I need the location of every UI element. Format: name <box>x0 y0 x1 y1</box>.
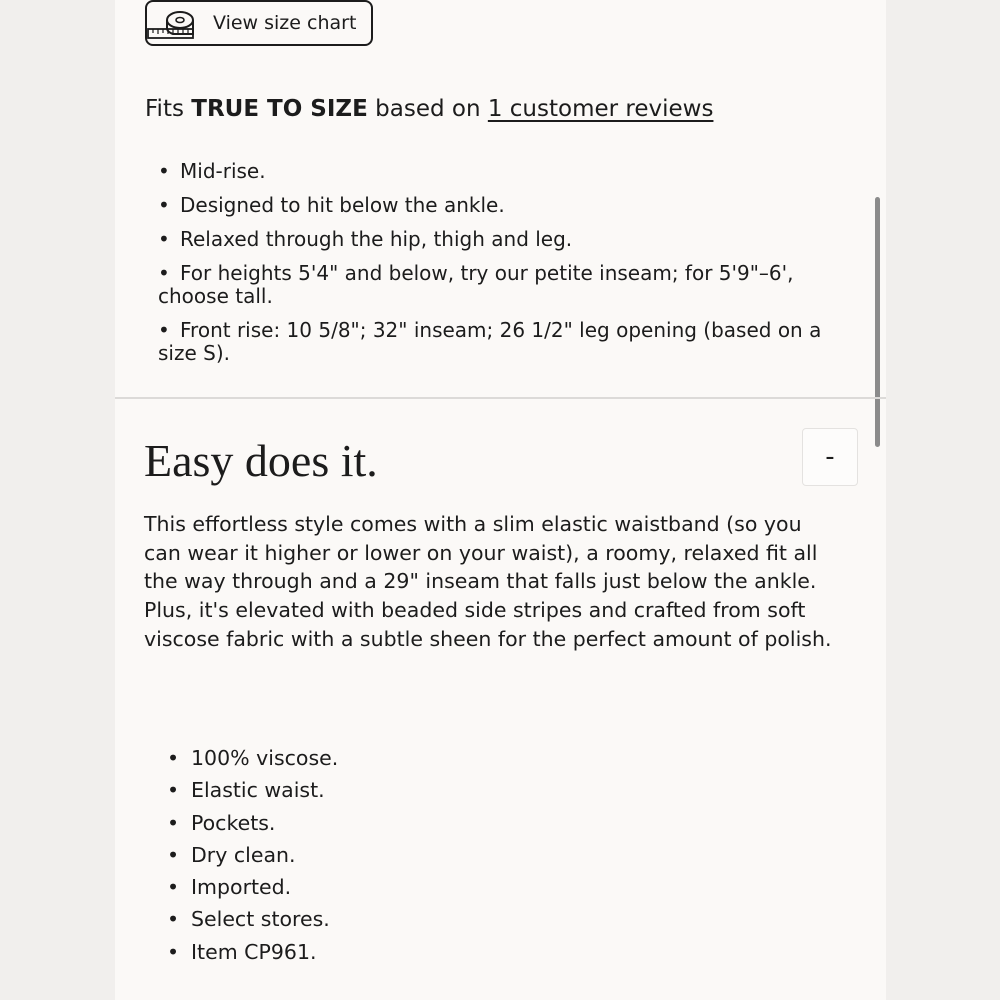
section-divider <box>115 397 886 399</box>
list-item: • 100% viscose. <box>167 742 338 774</box>
product-description: This effortless style comes with a slim elastic waistband (so you can wear it higher or lower on your waist), a roomy, relaxed fit all the way through and a 29" inseam that falls just below the ankle. Plus, it's elevated with beaded side stripes and crafted from soft viscose fabric with a subtle sheen for the perfect amount of polish. <box>144 512 832 651</box>
customer-reviews-link[interactable]: 1 customer reviews <box>487 96 714 122</box>
list-item: • Designed to hit below the ankle. <box>158 194 848 217</box>
list-item: • Front rise: 10 5/8"; 32" inseam; 26 1/2" leg opening (based on a size S). <box>158 319 848 365</box>
fit-middle: based on <box>367 96 488 122</box>
list-item: • For heights 5'4" and below, try our petite inseam; for 5'9"–6', choose tall. <box>158 262 848 308</box>
list-item: • Dry clean. <box>167 839 338 871</box>
list-item: • Pockets. <box>167 807 338 839</box>
fit-specs-list <box>158 160 848 376</box>
collapse-section-button[interactable]: - <box>802 428 858 486</box>
scrollbar-thumb[interactable] <box>875 197 880 447</box>
list-item: • Item CP961. <box>167 936 338 968</box>
measuring-tape-icon <box>147 10 197 40</box>
list-item: • Mid-rise. <box>158 160 848 183</box>
fit-summary <box>145 96 713 122</box>
fit-prefix: Fits <box>145 96 192 122</box>
fit-rating: TRUE TO SIZE <box>191 96 368 122</box>
list-item: • Select stores. <box>167 903 338 935</box>
list-item: • Imported. <box>167 871 338 903</box>
list-item: • Elastic waist. <box>167 774 338 806</box>
view-size-chart-label: View size chart <box>213 12 357 34</box>
list-item: • Relaxed through the hip, thigh and leg. <box>158 228 848 251</box>
view-size-chart-button[interactable] <box>145 0 373 46</box>
product-features-list <box>167 742 338 968</box>
section-title: Easy does it. <box>144 435 378 486</box>
